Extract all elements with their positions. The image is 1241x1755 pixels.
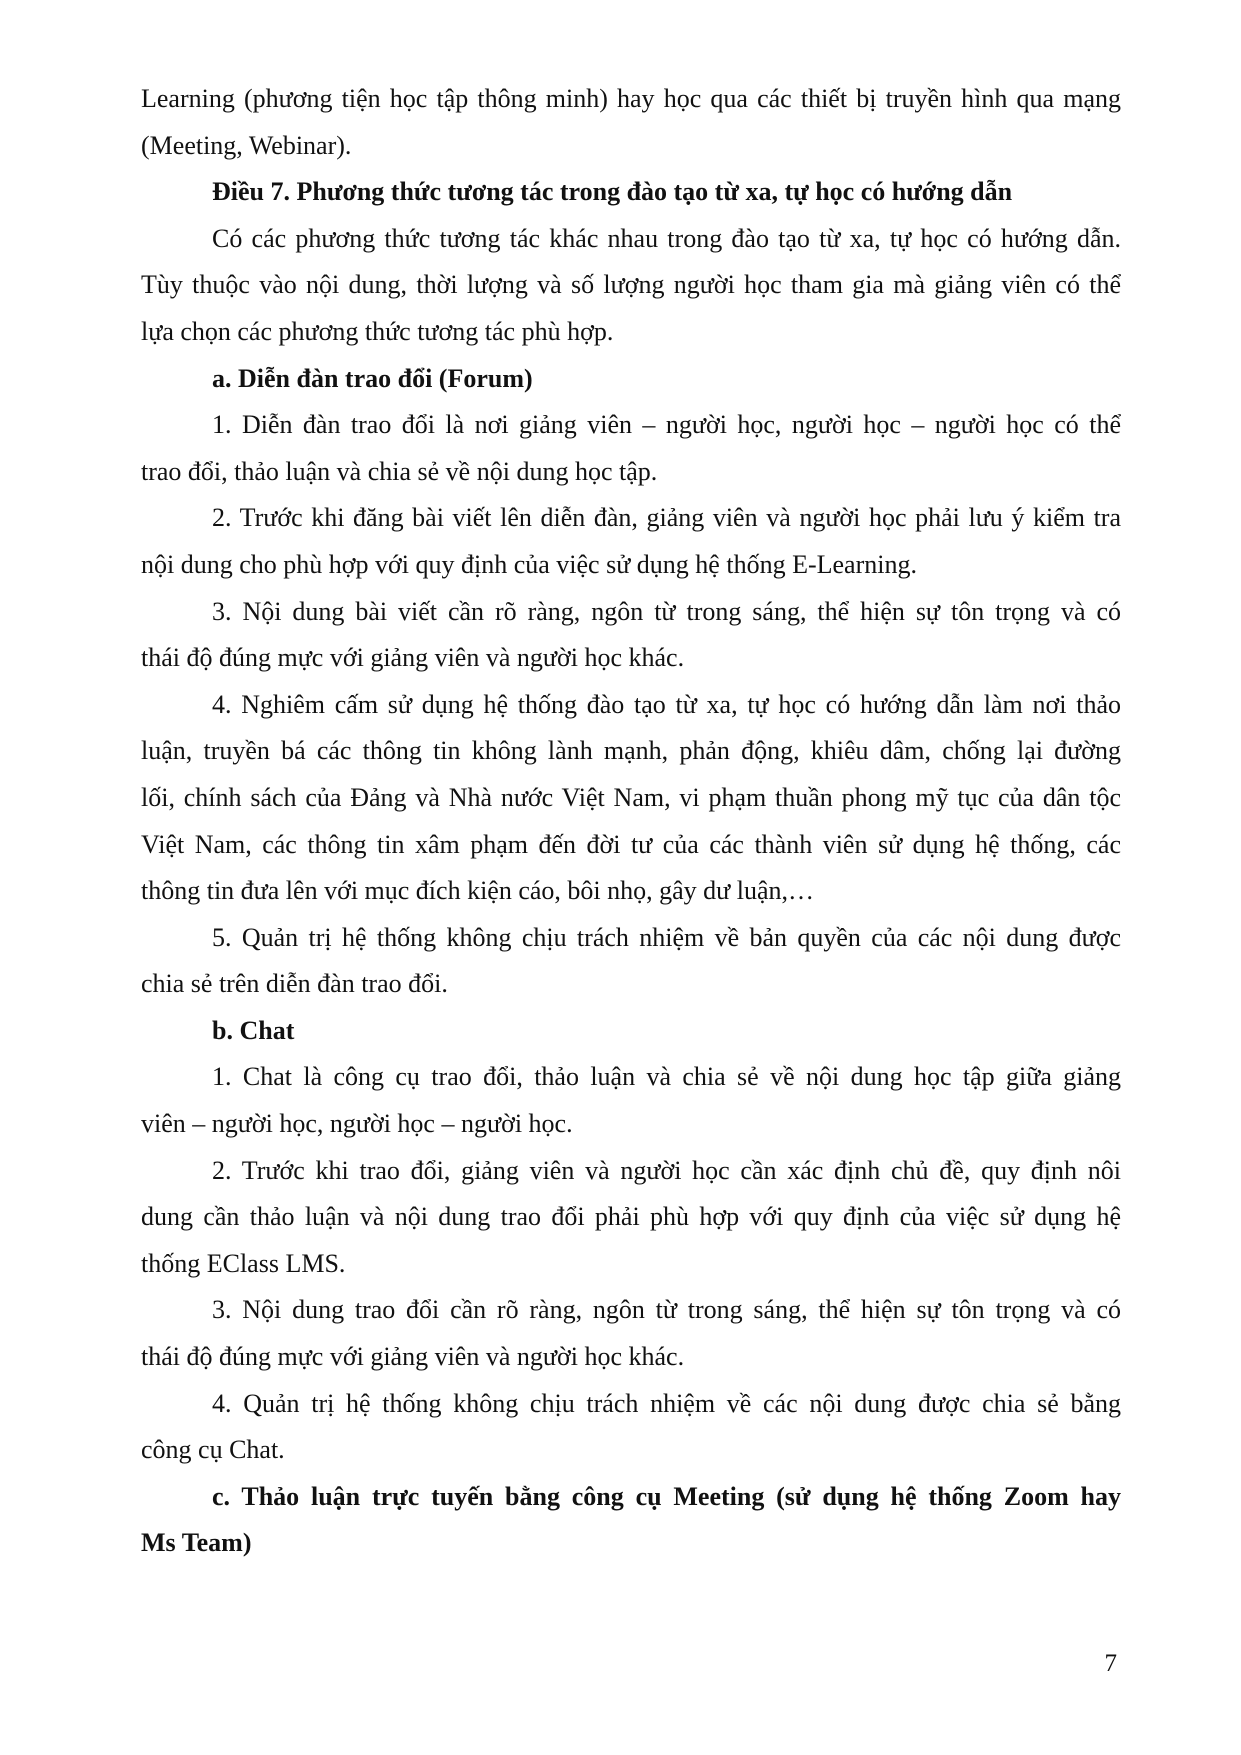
text-line: Ms Team) (141, 1528, 252, 1558)
text-line: 4. Quản trị hệ thống không chịu trách nhiệm về các nội dung được chia sẻ bằng (212, 1388, 1121, 1418)
text-line: thống EClass LMS. (141, 1248, 346, 1278)
text-line: chia sẻ trên diễn đàn trao đổi. (141, 969, 448, 999)
text-line: thông tin đưa lên với mục đích kiện cáo, bôi nhọ, gây dư luận,… (141, 876, 815, 906)
text-line: nội dung cho phù hợp với quy định của việc sử dụng hệ thống E-Learning. (141, 549, 917, 579)
text-line: luận, truyền bá các thông tin không lành mạnh, phản động, khiêu dâm, chống lại đường (141, 736, 1121, 766)
text-line: 3. Nội dung trao đổi cần rõ ràng, ngôn từ trong sáng, thể hiện sự tôn trọng và có (212, 1295, 1121, 1325)
text-line: thái độ đúng mực với giảng viên và người học khác. (141, 643, 685, 673)
text-line: (Meeting, Webinar). (141, 130, 352, 160)
text-line: 1. Diễn đàn trao đổi là nơi giảng viên – người học, người học – người học có thể (212, 410, 1121, 440)
page-number: 7 (1104, 1650, 1117, 1677)
text-line: lối, chính sách của Đảng và Nhà nước Việt Nam, vi phạm thuần phong mỹ tục của dân tộc (141, 782, 1121, 812)
text-line: Tùy thuộc vào nội dung, thời lượng và số lượng người học tham gia mà giảng viên có thể (141, 270, 1121, 300)
text-line: trao đổi, thảo luận và chia sẻ về nội dung học tập. (141, 456, 658, 486)
text-line: dung cần thảo luận và nội dung trao đổi phải phù hợp với quy định của việc sử dụng hệ (141, 1202, 1121, 1232)
text-line: 3. Nội dung bài viết cần rõ ràng, ngôn từ trong sáng, thể hiện sự tôn trọng và có (212, 596, 1121, 626)
text-line: b. Chat (212, 1015, 295, 1045)
text-line: 5. Quản trị hệ thống không chịu trách nhiệm về bản quyền của các nội dung được (212, 922, 1121, 952)
text-line: c. Thảo luận trực tuyến bằng công cụ Meeting (sử dụng hệ thống Zoom hay (212, 1481, 1121, 1511)
text-line: thái độ đúng mực với giảng viên và người học khác. (141, 1342, 685, 1372)
body-text (141, 76, 1121, 1567)
text-line: 1. Chat là công cụ trao đổi, thảo luận và chia sẻ về nội dung học tập giữa giảng (212, 1062, 1121, 1092)
text-line: Việt Nam, các thông tin xâm phạm đến đời tư của các thành viên sử dụng hệ thống, các (141, 829, 1121, 859)
text-line: Learning (phương tiện học tập thông minh) hay học qua các thiết bị truyền hình qua mạng (141, 84, 1121, 113)
text-line: 4. Nghiêm cấm sử dụng hệ thống đào tạo từ xa, tự học có hướng dẫn làm nơi thảo (212, 689, 1121, 719)
text-line: Điều 7. Phương thức tương tác trong đào tạo từ xa, tự học có hướng dẫn (212, 177, 1013, 207)
text-line: 2. Trước khi trao đổi, giảng viên và người học cần xác định chủ đề, quy định nôi (212, 1155, 1121, 1185)
text-line: 2. Trước khi đăng bài viết lên diễn đàn, giảng viên và người học phải lưu ý kiểm tra (212, 503, 1121, 533)
text-line: Có các phương thức tương tác khác nhau trong đào tạo từ xa, tự học có hướng dẫn. (212, 223, 1121, 253)
text-line: công cụ Chat. (141, 1435, 285, 1465)
text-line: viên – người học, người học – người học. (141, 1109, 573, 1139)
text-line: a. Diễn đàn trao đổi (Forum) (212, 363, 533, 393)
text-line: lựa chọn các phương thức tương tác phù hợp. (141, 316, 614, 346)
